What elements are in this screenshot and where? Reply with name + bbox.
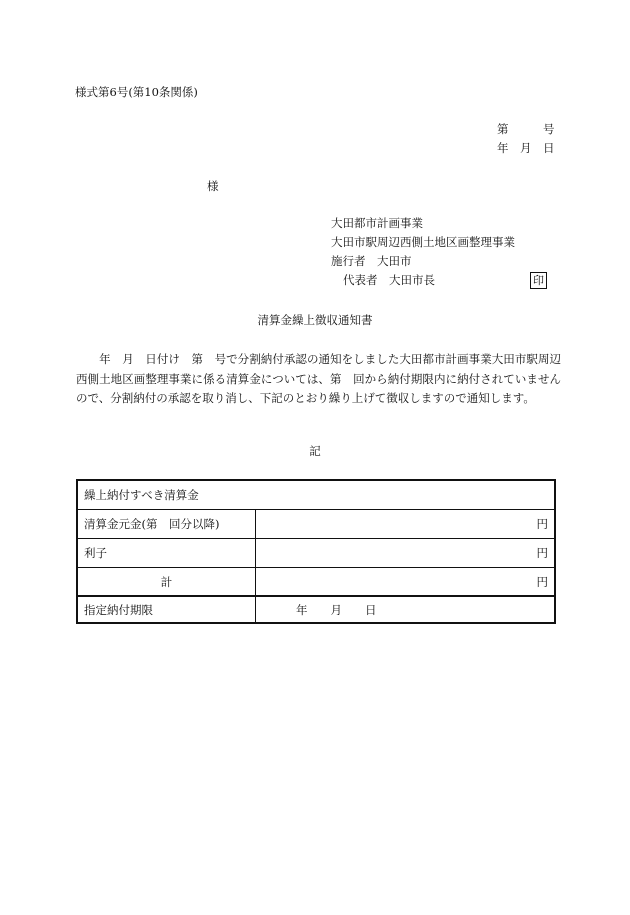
principal-yen: 円	[536, 517, 548, 531]
document-date: 年 月 日	[497, 141, 555, 155]
form-number: 様式第6号(第10条関係)	[75, 85, 198, 99]
total-label: 計	[160, 574, 173, 589]
body-paragraph: 年 月 日付け 第 号で分割納付承認の通知をしました大田都市計画事業大田市駅周辺西側土地区画整理事業に係る清算金については、第 回から納付期限内に納付されていませんので、分割納付の承認を取り消し、下記のとおり繰り上げて徴収しますので通知します。	[76, 352, 561, 406]
addressee: 様	[207, 179, 219, 193]
seal-mark: 印	[530, 272, 547, 289]
deadline-label: 指定納付期限	[84, 602, 153, 617]
settlement-table	[76, 479, 556, 624]
table-header-row	[78, 481, 554, 510]
principal-label: 清算金元金(第 回分以降)	[84, 517, 220, 531]
document-title: 清算金繰上徴収通知書	[257, 313, 373, 327]
table-row-principal	[78, 510, 554, 539]
sender-line-representative: 代表者 大田市長	[343, 273, 435, 287]
table-row-total	[78, 568, 554, 597]
header-cell: 繰上納付すべき清算金	[84, 488, 199, 502]
column-divider	[255, 510, 256, 538]
column-divider	[255, 539, 256, 567]
table-row-deadline	[78, 597, 554, 622]
document-number: 第 号	[497, 122, 555, 136]
interest-yen: 円	[536, 546, 548, 560]
total-yen: 円	[536, 574, 548, 589]
ki-note-heading: 記	[309, 444, 321, 458]
sender-line-operator: 施行者 大田市	[331, 254, 412, 268]
interest-label: 利子	[84, 546, 107, 560]
table-row-interest	[78, 539, 554, 568]
deadline-value: 年 月 日	[296, 602, 377, 617]
column-divider	[255, 597, 256, 622]
sender-line-project-name: 大田市駅周辺西側土地区画整理事業	[331, 235, 515, 249]
sender-line-project: 大田都市計画事業	[331, 216, 423, 230]
column-divider	[255, 568, 256, 595]
